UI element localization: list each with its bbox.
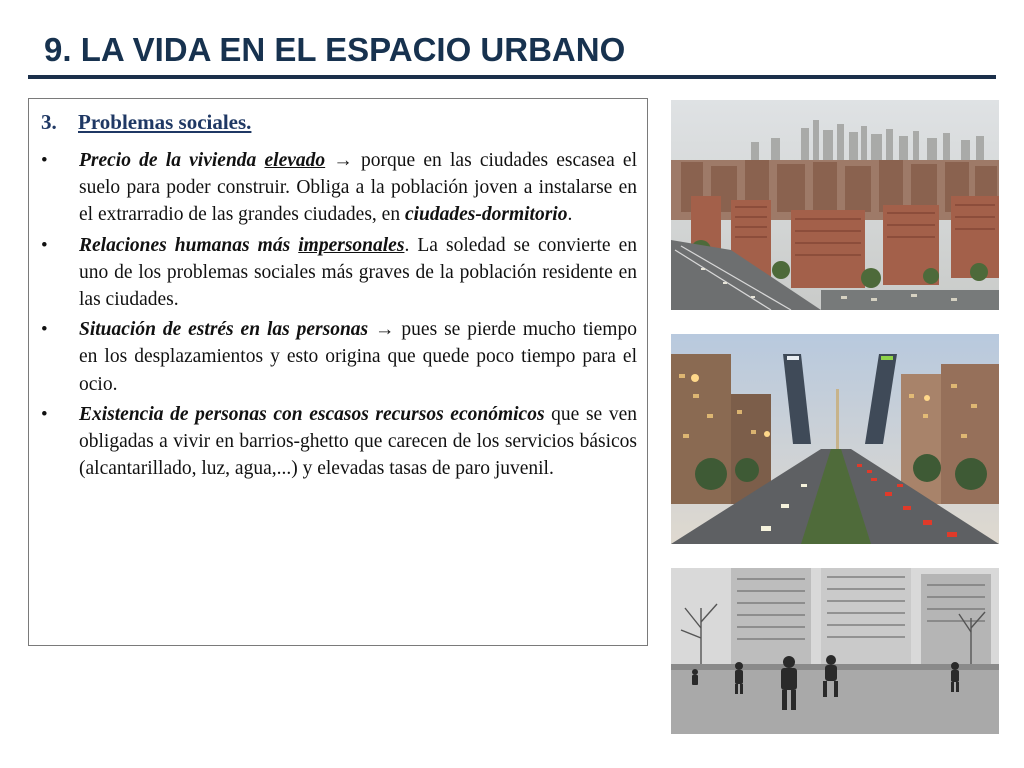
city-skyline-image xyxy=(671,100,999,310)
point-text-end: . xyxy=(567,204,573,226)
section-number: 3. xyxy=(41,110,57,134)
field-people-image xyxy=(671,568,999,734)
title-underline-rule xyxy=(28,75,996,79)
section-heading xyxy=(41,105,637,139)
list-item-housing-price xyxy=(41,147,637,229)
bullet-icon: • xyxy=(41,403,48,425)
avenue-traffic-photo xyxy=(671,334,999,544)
point-text: → pues se pierde mucho tiempo en los desplazamientos y esto origina que quede poco tiempo para el ocio. xyxy=(79,319,637,395)
point-lead: Relaciones humanas más xyxy=(79,234,299,256)
point-emphasis: ciudades-dormitorio xyxy=(404,204,568,226)
content-box xyxy=(28,98,648,646)
point-text: . La soledad se convierte en uno de los problemas sociales más graves de la población residente en las ciudades. xyxy=(79,234,637,311)
list-item-low-income xyxy=(41,401,637,483)
city-skyline-photo xyxy=(671,100,999,310)
point-lead: Situación de estrés en las personas xyxy=(79,319,369,341)
point-text: que se ven obligadas a vivir en barrios-ghetto que carecen de los servicios básicos (alcantarillado, luz, agua,...) y elevadas tasas de paro juvenil. xyxy=(79,403,637,480)
bullet-icon: • xyxy=(41,234,48,256)
bullet-icon: • xyxy=(41,150,48,171)
bullet-icon: • xyxy=(41,319,48,341)
point-lead: Existencia de personas con escasos recursos económicos xyxy=(79,403,545,425)
avenue-traffic-image xyxy=(671,334,999,544)
slide-title: 9. LA VIDA EN EL ESPACIO URBANO xyxy=(44,31,626,68)
point-lead-underlined: impersonales xyxy=(298,234,405,256)
section-heading-text: Problemas sociales. xyxy=(78,110,252,134)
point-lead-underlined: elevado xyxy=(264,150,326,171)
list-item-impersonal-relations xyxy=(41,232,637,314)
list-item-stress xyxy=(41,316,637,398)
point-text: → porque en las ciudades escasea el suelo para poder construir. Obliga a la población joven a instalarse en el extrarradio de las grandes ciudades, en xyxy=(79,150,637,226)
point-lead: Precio de la vivienda xyxy=(79,150,265,171)
problems-list xyxy=(41,147,637,482)
field-people-photo xyxy=(671,568,999,734)
